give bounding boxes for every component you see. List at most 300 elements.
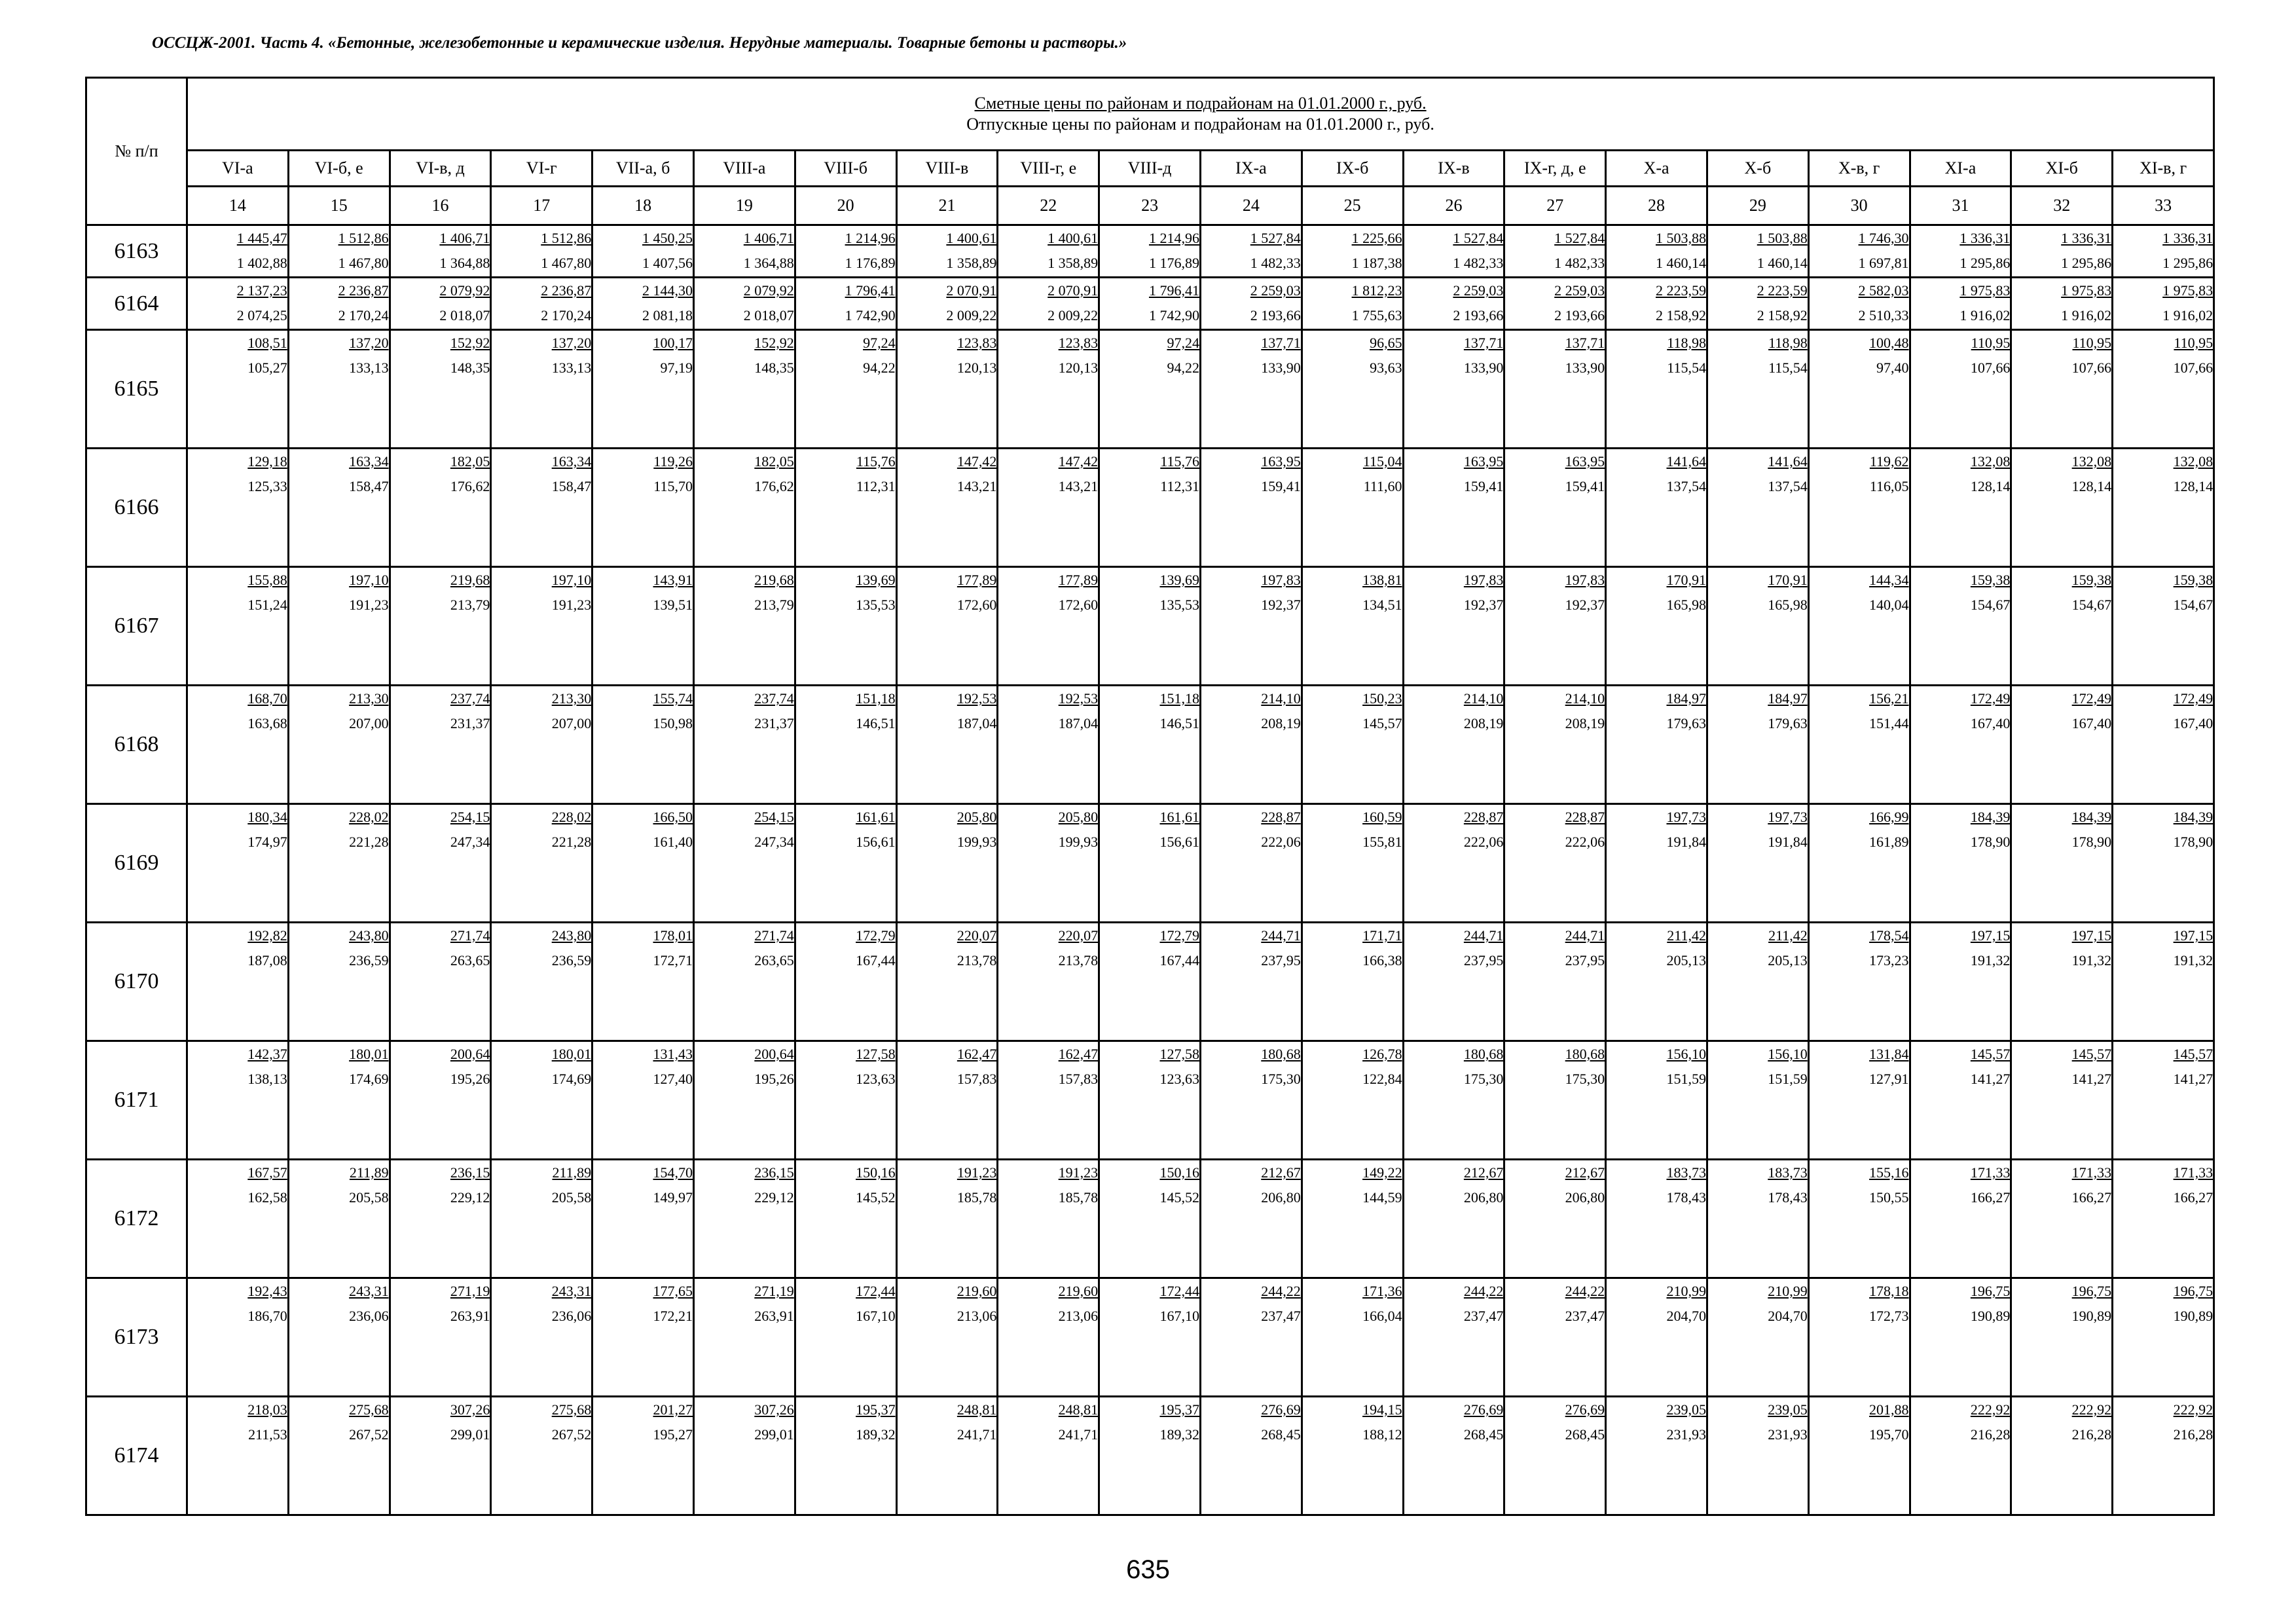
estimated-price: 195,37 [1159, 1401, 1199, 1418]
price-cell [390, 278, 491, 330]
estimated-price: 137,71 [1565, 335, 1605, 351]
release-price: 247,34 [754, 834, 794, 850]
estimated-price: 2 223,59 [1757, 282, 1808, 299]
price-cell [288, 923, 390, 1041]
release-price: 179,63 [1768, 715, 1808, 731]
price-cell [592, 1278, 694, 1397]
release-price: 299,01 [754, 1426, 794, 1443]
estimated-price: 127,58 [856, 1046, 896, 1062]
release-price: 141,27 [2071, 1071, 2112, 1087]
release-price: 115,54 [1667, 360, 1706, 376]
price-cell [1302, 1160, 1403, 1278]
estimated-price: 205,80 [1058, 809, 1099, 825]
release-price: 97,19 [660, 360, 693, 376]
estimated-price: 1 746,30 [1858, 230, 1909, 246]
release-price: 148,35 [450, 360, 490, 376]
price-cell [1302, 449, 1403, 567]
price-cell [2011, 1397, 2113, 1515]
estimated-price: 197,83 [1565, 572, 1605, 588]
estimated-price: 219,60 [1058, 1283, 1099, 1299]
release-price: 105,27 [247, 360, 287, 376]
estimated-price: 150,23 [1362, 690, 1402, 707]
price-cell [1403, 449, 1504, 567]
estimated-price: 152,92 [450, 335, 490, 351]
estimated-price: 119,62 [1869, 453, 1909, 470]
release-price: 154,67 [2071, 597, 2112, 613]
column-number-row [86, 187, 2214, 225]
region-header: VI-а [187, 151, 289, 187]
price-cell [2113, 804, 2214, 923]
estimated-price: 192,53 [957, 690, 997, 707]
price-cell [1707, 567, 1808, 686]
estimated-price: 97,24 [863, 335, 896, 351]
release-price: 137,54 [1768, 478, 1808, 494]
estimated-price: 197,10 [349, 572, 389, 588]
price-cell [1910, 686, 2011, 804]
price-cell [491, 686, 592, 804]
release-price: 1 364,88 [743, 255, 794, 271]
price-cell [592, 449, 694, 567]
estimated-price: 307,26 [450, 1401, 490, 1418]
price-cell [2113, 567, 2214, 686]
release-price: 122,84 [1362, 1071, 1402, 1087]
price-cell [390, 804, 491, 923]
estimated-price: 159,38 [2173, 572, 2214, 588]
release-price: 148,35 [754, 360, 794, 376]
estimated-price: 138,81 [1362, 572, 1402, 588]
release-price: 2 193,66 [1554, 307, 1605, 323]
table-row [86, 278, 2214, 330]
price-cell [1606, 225, 1707, 278]
price-cell [187, 923, 289, 1041]
release-price: 222,06 [1463, 834, 1504, 850]
release-price: 236,06 [551, 1308, 592, 1324]
estimated-price: 196,75 [2173, 1283, 2214, 1299]
estimated-price: 244,71 [1565, 927, 1605, 944]
price-cell [1808, 278, 1910, 330]
price-cell [795, 278, 896, 330]
price-cell [1504, 1041, 1606, 1160]
price-cell [1302, 567, 1403, 686]
release-price: 263,65 [754, 952, 794, 969]
release-price: 174,69 [551, 1071, 592, 1087]
price-cell [795, 330, 896, 449]
price-cell [1099, 567, 1201, 686]
price-cell [1707, 1160, 1808, 1278]
release-price: 1 742,90 [1148, 307, 1199, 323]
estimated-price: 166,50 [653, 809, 693, 825]
release-price: 174,69 [349, 1071, 389, 1087]
release-price: 191,32 [2173, 952, 2214, 969]
release-price: 175,30 [1261, 1071, 1301, 1087]
release-price: 154,67 [2173, 597, 2214, 613]
estimated-price: 139,69 [1159, 572, 1199, 588]
release-price: 237,47 [1565, 1308, 1605, 1324]
estimated-price: 212,67 [1463, 1164, 1504, 1181]
estimated-price: 172,44 [856, 1283, 896, 1299]
release-price: 222,06 [1261, 834, 1301, 850]
estimated-price: 200,64 [754, 1046, 794, 1062]
price-cell [390, 923, 491, 1041]
estimated-price: 115,04 [1362, 453, 1402, 470]
estimated-price: 156,10 [1666, 1046, 1706, 1062]
release-price: 133,90 [1463, 360, 1504, 376]
estimated-price: 163,34 [349, 453, 389, 470]
estimated-price: 214,10 [1565, 690, 1605, 707]
release-price: 190,89 [2173, 1308, 2214, 1324]
price-cell [2113, 1041, 2214, 1160]
column-number: 16 [390, 187, 491, 225]
price-cell [2011, 1278, 2113, 1397]
price-cell [795, 1397, 896, 1515]
price-cell [288, 567, 390, 686]
release-price: 208,19 [1261, 715, 1301, 731]
estimated-price: 197,83 [1261, 572, 1301, 588]
release-price: 208,19 [1565, 715, 1605, 731]
estimated-price: 218,03 [247, 1401, 287, 1418]
price-cell [1808, 225, 1910, 278]
estimated-price: 172,79 [856, 927, 896, 944]
price-cell [2113, 278, 2214, 330]
release-price: 187,08 [247, 952, 287, 969]
release-price: 299,01 [450, 1426, 490, 1443]
release-price: 151,44 [1869, 715, 1909, 731]
price-cell [1099, 1160, 1201, 1278]
estimated-price: 1 336,31 [2061, 230, 2112, 246]
price-cell [1606, 278, 1707, 330]
release-price: 189,32 [1159, 1426, 1199, 1443]
release-price: 206,80 [1463, 1189, 1504, 1206]
release-price: 2 081,18 [642, 307, 693, 323]
release-price: 138,13 [247, 1071, 287, 1087]
row-id: 6170 [86, 923, 187, 1041]
estimated-price: 254,15 [754, 809, 794, 825]
release-price: 167,10 [1159, 1308, 1199, 1324]
column-number: 33 [2113, 187, 2214, 225]
price-cell [1302, 278, 1403, 330]
price-cell [1504, 804, 1606, 923]
estimated-price: 191,23 [1058, 1164, 1099, 1181]
price-cell [1200, 1278, 1302, 1397]
price-cell [1808, 1397, 1910, 1515]
estimated-price: 197,10 [551, 572, 592, 588]
price-cell [1707, 923, 1808, 1041]
estimated-price: 154,70 [653, 1164, 693, 1181]
estimated-price: 182,05 [754, 453, 794, 470]
price-cell [998, 1041, 1099, 1160]
release-price: 237,47 [1261, 1308, 1301, 1324]
release-price: 216,28 [2173, 1426, 2214, 1443]
release-price: 135,53 [1159, 597, 1199, 613]
release-price: 231,93 [1666, 1426, 1706, 1443]
estimated-price: 123,83 [957, 335, 997, 351]
estimated-price: 2 079,92 [743, 282, 794, 299]
estimated-price: 1 503,88 [1757, 230, 1808, 246]
release-price: 174,97 [247, 834, 287, 850]
price-cell [592, 330, 694, 449]
release-price: 236,59 [349, 952, 389, 969]
estimated-price: 1 336,31 [2162, 230, 2214, 246]
estimated-price: 2 582,03 [1858, 282, 1909, 299]
price-cell [2113, 1160, 2214, 1278]
release-price: 206,80 [1261, 1189, 1301, 1206]
estimated-price: 237,74 [754, 690, 794, 707]
release-price: 165,98 [1666, 597, 1706, 613]
price-cell [187, 1041, 289, 1160]
release-price: 115,54 [1768, 360, 1808, 376]
price-cell [187, 278, 289, 330]
estimated-price: 1 527,84 [1250, 230, 1301, 246]
release-price: 120,13 [957, 360, 997, 376]
release-price: 263,65 [450, 952, 490, 969]
estimated-price: 222,92 [1970, 1401, 2011, 1418]
price-cell [998, 225, 1099, 278]
release-price: 151,59 [1666, 1071, 1706, 1087]
release-price: 157,83 [957, 1071, 997, 1087]
price-cell [2113, 686, 2214, 804]
release-price: 222,06 [1565, 834, 1605, 850]
price-cell [693, 278, 795, 330]
table-row [86, 225, 2214, 278]
region-header: VIII-д [1099, 151, 1201, 187]
price-cell [795, 804, 896, 923]
estimated-price: 100,17 [653, 335, 693, 351]
estimated-price: 145,57 [2071, 1046, 2112, 1062]
price-cell [592, 567, 694, 686]
release-price: 208,19 [1463, 715, 1504, 731]
estimated-price: 151,18 [1159, 690, 1199, 707]
release-price: 112,31 [856, 478, 896, 494]
price-cell [491, 1397, 592, 1515]
estimated-price: 201,27 [653, 1401, 693, 1418]
estimated-price: 219,68 [754, 572, 794, 588]
price-cell [187, 330, 289, 449]
region-header: VIII-б [795, 151, 896, 187]
row-id: 6169 [86, 804, 187, 923]
estimated-price: 184,39 [1970, 809, 2011, 825]
release-price: 133,90 [1565, 360, 1605, 376]
estimated-price: 137,20 [349, 335, 389, 351]
estimated-price: 137,71 [1261, 335, 1301, 351]
estimated-price: 1 400,61 [1048, 230, 1099, 246]
price-cell [390, 1041, 491, 1160]
estimated-price: 183,73 [1666, 1164, 1706, 1181]
price-cell [693, 923, 795, 1041]
price-cell [491, 567, 592, 686]
estimated-price: 201,88 [1869, 1401, 1909, 1418]
price-cell [998, 1278, 1099, 1397]
estimated-price: 161,61 [1159, 809, 1199, 825]
release-price: 166,38 [1362, 952, 1402, 969]
estimated-price: 1 225,66 [1351, 230, 1402, 246]
release-price: 192,37 [1261, 597, 1301, 613]
price-cell [795, 1160, 896, 1278]
estimated-price: 110,95 [2072, 335, 2112, 351]
estimated-price: 220,07 [1058, 927, 1099, 944]
estimated-price: 131,43 [653, 1046, 693, 1062]
estimated-price: 150,16 [1159, 1164, 1199, 1181]
column-number: 25 [1302, 187, 1403, 225]
release-price: 178,90 [1970, 834, 2011, 850]
price-cell [2113, 1278, 2214, 1397]
estimated-price: 163,95 [1463, 453, 1504, 470]
estimated-price: 2 236,87 [541, 282, 592, 299]
estimated-price: 152,92 [754, 335, 794, 351]
release-price: 156,61 [1159, 834, 1199, 850]
price-cell [1606, 804, 1707, 923]
price-cell [1403, 278, 1504, 330]
release-price: 112,31 [1160, 478, 1199, 494]
release-price: 167,40 [2071, 715, 2112, 731]
estimated-price: 150,16 [856, 1164, 896, 1181]
price-cell [1808, 923, 1910, 1041]
price-cell [491, 330, 592, 449]
price-cell [896, 804, 998, 923]
release-price: 139,51 [653, 597, 693, 613]
release-price: 211,53 [248, 1426, 287, 1443]
estimated-price: 132,08 [2173, 453, 2214, 470]
price-cell [1910, 225, 2011, 278]
release-price: 172,71 [653, 952, 693, 969]
estimated-price: 142,37 [247, 1046, 287, 1062]
column-number: 20 [795, 187, 896, 225]
price-cell [1200, 804, 1302, 923]
table-row [86, 923, 2214, 1041]
release-price: 107,66 [2173, 360, 2214, 376]
price-cell [1707, 278, 1808, 330]
estimated-price: 139,69 [856, 572, 896, 588]
release-price: 145,57 [1362, 715, 1402, 731]
price-cell [1910, 923, 2011, 1041]
estimated-price: 211,89 [349, 1164, 389, 1181]
release-price: 207,00 [551, 715, 592, 731]
release-price: 178,43 [1768, 1189, 1808, 1206]
release-price: 149,97 [653, 1189, 693, 1206]
estimated-price: 254,15 [450, 809, 490, 825]
price-cell [187, 1397, 289, 1515]
price-cell [1707, 225, 1808, 278]
release-price: 167,44 [1159, 952, 1199, 969]
region-header: X-в, г [1808, 151, 1910, 187]
release-price: 1 482,33 [1554, 255, 1605, 271]
estimated-price: 213,30 [551, 690, 592, 707]
price-cell [795, 567, 896, 686]
estimated-price: 197,73 [1666, 809, 1706, 825]
estimated-price: 275,68 [551, 1401, 592, 1418]
price-cell [1302, 1397, 1403, 1515]
region-header: VIII-а [693, 151, 795, 187]
release-price: 175,30 [1463, 1071, 1504, 1087]
estimated-price: 115,76 [856, 453, 896, 470]
estimated-price: 196,75 [1970, 1283, 2011, 1299]
row-id: 6166 [86, 449, 187, 567]
price-cell [693, 1041, 795, 1160]
column-number: 21 [896, 187, 998, 225]
price-title-cell [187, 78, 2214, 151]
price-cell [491, 804, 592, 923]
release-price: 162,58 [247, 1189, 287, 1206]
estimated-price: 171,71 [1362, 927, 1402, 944]
estimated-price: 129,18 [247, 453, 287, 470]
release-price: 189,32 [856, 1426, 896, 1443]
estimated-price: 115,76 [1160, 453, 1199, 470]
estimated-price: 228,87 [1565, 809, 1605, 825]
price-cell [288, 804, 390, 923]
release-price: 123,63 [856, 1071, 896, 1087]
release-price: 268,45 [1261, 1426, 1301, 1443]
price-cell [998, 278, 1099, 330]
release-price: 1 482,33 [1453, 255, 1504, 271]
price-cell [1707, 686, 1808, 804]
price-cell [2113, 330, 2214, 449]
estimated-price: 1 336,31 [1959, 230, 2011, 246]
region-header: VI-г [491, 151, 592, 187]
price-cell [1707, 1397, 1808, 1515]
column-number: 14 [187, 187, 289, 225]
estimated-price: 192,82 [247, 927, 287, 944]
price-cell [896, 449, 998, 567]
price-cell [1302, 1278, 1403, 1397]
release-price: 93,63 [1370, 360, 1402, 376]
release-price: 247,34 [450, 834, 490, 850]
estimated-price: 210,99 [1768, 1283, 1808, 1299]
estimated-price: 155,74 [653, 690, 693, 707]
release-price: 94,22 [1167, 360, 1199, 376]
release-price: 143,21 [1058, 478, 1099, 494]
estimated-price: 156,21 [1869, 690, 1909, 707]
release-price: 140,04 [1869, 597, 1909, 613]
price-cell [1606, 1160, 1707, 1278]
price-cell [187, 1278, 289, 1397]
price-cell [288, 1397, 390, 1515]
release-price: 133,90 [1261, 360, 1301, 376]
price-cell [1200, 567, 1302, 686]
release-price: 2 009,22 [946, 307, 997, 323]
release-price: 172,60 [957, 597, 997, 613]
estimated-price: 118,98 [1667, 335, 1706, 351]
release-price: 1 742,90 [845, 307, 896, 323]
price-cell [1302, 225, 1403, 278]
estimated-price: 236,15 [450, 1164, 490, 1181]
price-cell [896, 278, 998, 330]
release-price: 206,80 [1565, 1189, 1605, 1206]
estimated-price: 145,57 [1970, 1046, 2011, 1062]
table-row [86, 804, 2214, 923]
release-price: 2 158,92 [1655, 307, 1706, 323]
estimated-price: 244,22 [1565, 1283, 1605, 1299]
estimated-price: 119,26 [653, 453, 693, 470]
release-price: 178,90 [2173, 834, 2214, 850]
price-cell [592, 1160, 694, 1278]
price-cell [1302, 330, 1403, 449]
estimated-price: 219,60 [957, 1283, 997, 1299]
price-cell [1707, 1041, 1808, 1160]
release-price: 1 176,89 [1148, 255, 1199, 271]
release-price: 199,93 [957, 834, 997, 850]
price-cell [795, 225, 896, 278]
estimated-price: 1 450,25 [642, 230, 693, 246]
price-cell [1403, 567, 1504, 686]
release-price: 185,78 [1058, 1189, 1099, 1206]
release-price: 237,47 [1463, 1308, 1504, 1324]
release-price: 205,58 [551, 1189, 592, 1206]
estimated-price: 195,37 [856, 1401, 896, 1418]
price-cell [1504, 225, 1606, 278]
estimated-price: 2 236,87 [338, 282, 389, 299]
release-price: 1 295,86 [2061, 255, 2112, 271]
table-row [86, 330, 2214, 449]
release-price: 2 170,24 [338, 307, 389, 323]
